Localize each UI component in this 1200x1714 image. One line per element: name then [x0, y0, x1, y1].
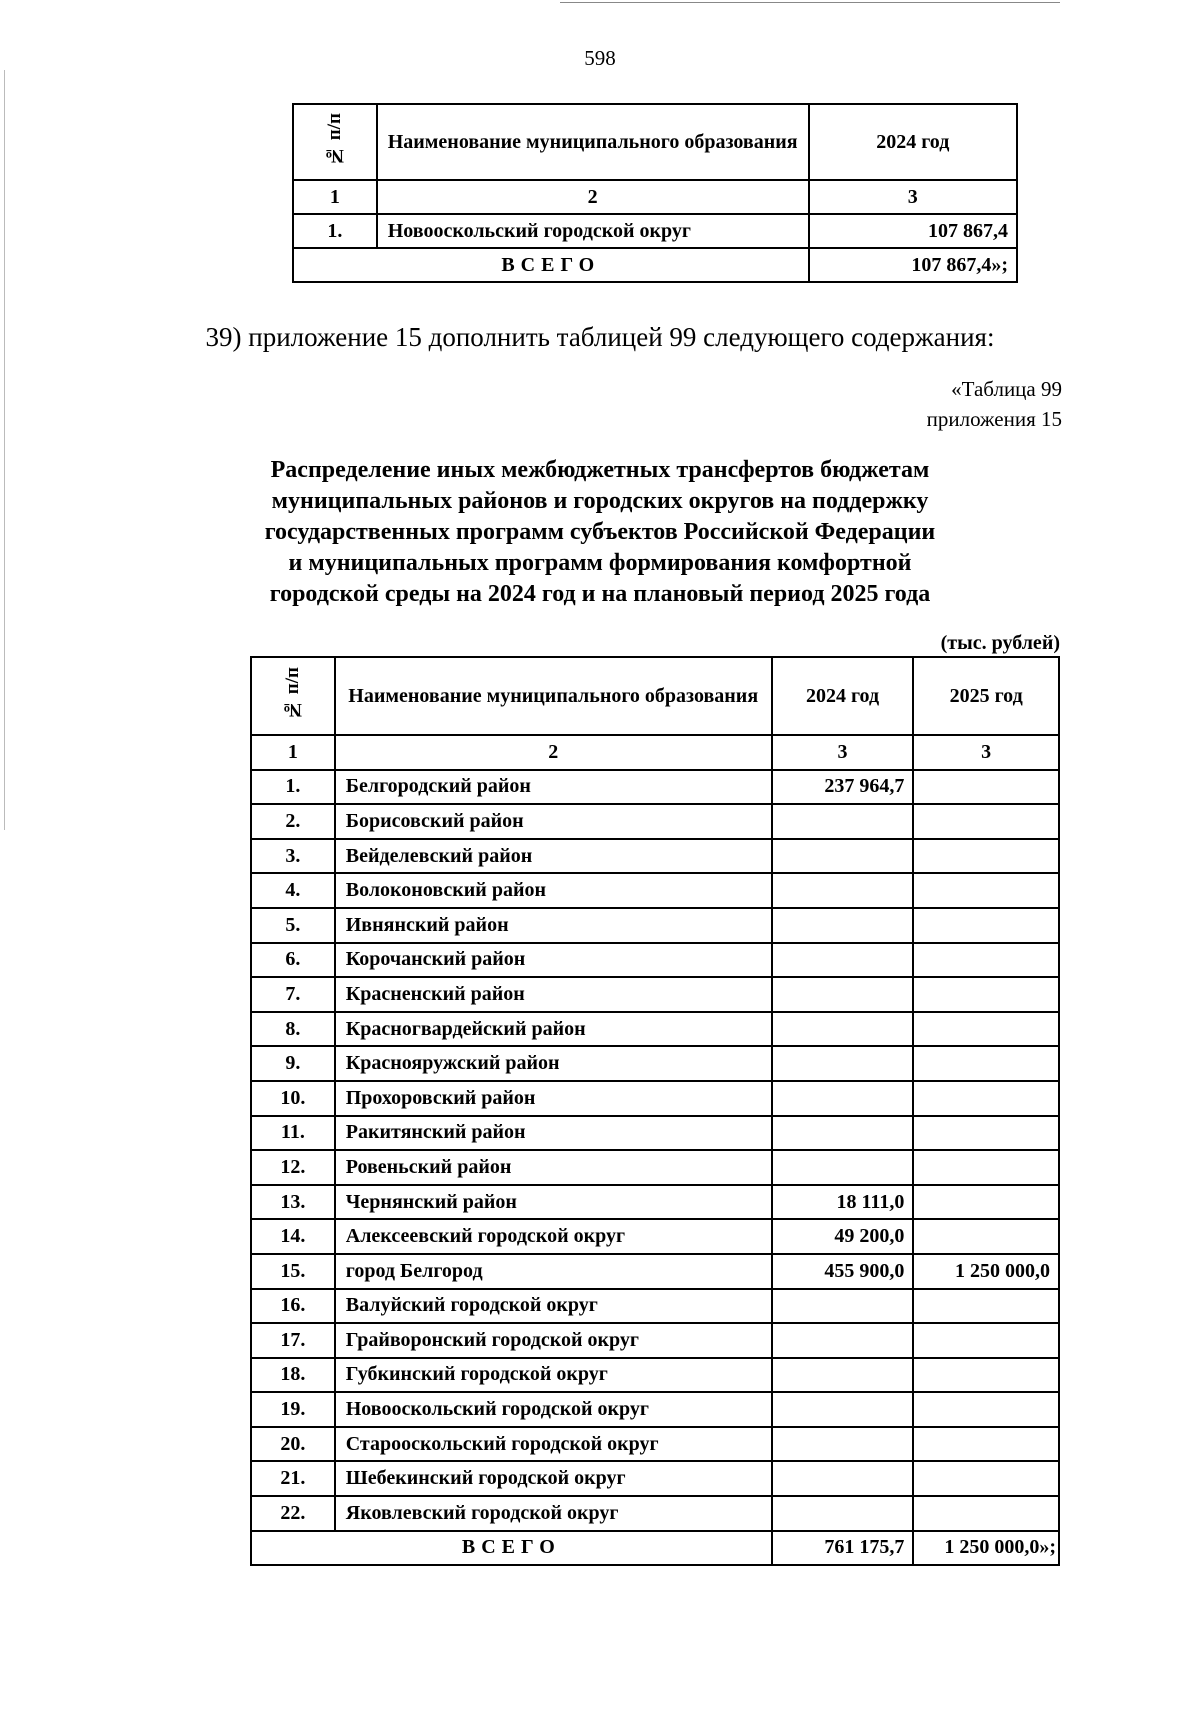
t2-row-2024	[772, 1012, 914, 1047]
t2-row-2024	[772, 1323, 914, 1358]
table-reference-line: приложения 15	[926, 407, 1062, 431]
table-row	[251, 804, 1059, 839]
t2-colnum: 3	[913, 735, 1059, 770]
table-row	[251, 908, 1059, 943]
t2-row-num: 14.	[251, 1219, 335, 1254]
t1-header-num: № п/п	[293, 104, 377, 180]
t2-row-name: Волоконовский район	[335, 873, 772, 908]
t2-row-num: 2.	[251, 804, 335, 839]
t2-row-name: Валуйский городской округ	[335, 1289, 772, 1324]
t2-total-2025: 1 250 000,0»;	[913, 1531, 1059, 1566]
t2-row-num: 18.	[251, 1358, 335, 1393]
scan-edge-left	[4, 70, 5, 830]
total-row	[251, 1531, 1059, 1566]
t2-row-num: 1.	[251, 770, 335, 805]
page-number: 598	[584, 46, 616, 70]
t2-row-name: Ровеньский район	[335, 1150, 772, 1185]
t2-row-num: 5.	[251, 908, 335, 943]
t2-row-name: Борисовский район	[335, 804, 772, 839]
table-2	[250, 656, 1060, 1566]
table-1	[292, 103, 1018, 283]
scan-edge-top	[560, 2, 1060, 3]
title-line: Распределение иных межбюджетных трансфертов бюджетам	[270, 457, 930, 483]
t2-row-num: 12.	[251, 1150, 335, 1185]
t2-row-num: 22.	[251, 1496, 335, 1531]
t1-header-2024: 2024 год	[809, 104, 1017, 180]
t2-row-2025	[913, 1081, 1059, 1116]
t2-row-2025	[913, 1461, 1059, 1496]
table-row	[251, 1046, 1059, 1081]
t2-row-2024	[772, 1046, 914, 1081]
t2-row-2025	[913, 873, 1059, 908]
t2-row-name: Яковлевский городской округ	[335, 1496, 772, 1531]
t1-header-name: Наименование муниципального образования	[377, 104, 809, 180]
table-row	[251, 770, 1059, 805]
t2-row-2024	[772, 1289, 914, 1324]
table-reference-line: «Таблица 99	[951, 377, 1062, 401]
t1-row-num: 1.	[293, 214, 377, 248]
intro-text: 39) приложение 15 дополнить таблицей 99 следующего содержания:	[205, 322, 995, 352]
table-row	[251, 1323, 1059, 1358]
t2-row-2025	[913, 1046, 1059, 1081]
t2-row-2025	[913, 1150, 1059, 1185]
t2-row-2025	[913, 1012, 1059, 1047]
t2-row-2024	[772, 1427, 914, 1462]
t2-row-2025	[913, 1496, 1059, 1531]
t2-row-name: город Белгород	[335, 1254, 772, 1289]
table-row	[251, 1219, 1059, 1254]
t2-row-2024	[772, 873, 914, 908]
table-row	[293, 214, 1017, 248]
t2-header-num: № п/п	[251, 657, 335, 735]
t2-row-2025	[913, 908, 1059, 943]
t2-row-name: Чернянский район	[335, 1185, 772, 1220]
t2-row-2025	[913, 1392, 1059, 1427]
t2-row-2024	[772, 977, 914, 1012]
t2-row-num: 19.	[251, 1392, 335, 1427]
t2-row-2024	[772, 1392, 914, 1427]
t2-row-num: 15.	[251, 1254, 335, 1289]
table-row	[251, 1392, 1059, 1427]
title-line: государственных программ субъектов Российской Федерации	[264, 519, 936, 545]
t2-row-2025	[913, 839, 1059, 874]
table-row	[251, 943, 1059, 978]
t2-row-num: 17.	[251, 1323, 335, 1358]
t2-header-2024: 2024 год	[772, 657, 914, 735]
t2-row-num: 3.	[251, 839, 335, 874]
t2-row-num: 16.	[251, 1289, 335, 1324]
t2-row-num: 13.	[251, 1185, 335, 1220]
table-row	[251, 1358, 1059, 1393]
t2-row-num: 21.	[251, 1461, 335, 1496]
t2-row-num: 6.	[251, 943, 335, 978]
t2-row-name: Старооскольский городской округ	[335, 1427, 772, 1462]
t2-row-2024	[772, 943, 914, 978]
t2-row-2024: 237 964,7	[772, 770, 914, 805]
t1-row-2024: 107 867,4	[809, 214, 1017, 248]
t2-row-2025	[913, 1219, 1059, 1254]
t2-row-2025	[913, 1289, 1059, 1324]
table-title	[0, 455, 1200, 610]
table-row	[251, 1185, 1059, 1220]
t2-header-2025: 2025 год	[913, 657, 1059, 735]
table-row	[251, 977, 1059, 1012]
t2-header-name: Наименование муниципального образования	[335, 657, 772, 735]
t2-colnum: 3	[772, 735, 914, 770]
t1-colnum: 3	[809, 180, 1017, 214]
t2-row-2025	[913, 977, 1059, 1012]
table-row	[251, 839, 1059, 874]
table-row	[251, 873, 1059, 908]
t2-row-name: Корочанский район	[335, 943, 772, 978]
t1-total-2024: 107 867,4»;	[809, 248, 1017, 282]
t2-row-num: 4.	[251, 873, 335, 908]
t2-row-2024	[772, 1461, 914, 1496]
t2-row-2024	[772, 1358, 914, 1393]
t2-row-name: Вейделевский район	[335, 839, 772, 874]
t2-row-2025	[913, 770, 1059, 805]
table-row	[251, 1496, 1059, 1531]
t2-colnum: 1	[251, 735, 335, 770]
table-row	[251, 1150, 1059, 1185]
t2-row-2025	[913, 1427, 1059, 1462]
title-line: городской среды на 2024 год и на плановый период 2025 года	[269, 581, 931, 607]
t2-row-2025	[913, 1323, 1059, 1358]
t1-colnum: 2	[377, 180, 809, 214]
t2-row-num: 11.	[251, 1116, 335, 1151]
t2-colnum: 2	[335, 735, 772, 770]
t2-row-name: Красногвардейский район	[335, 1012, 772, 1047]
t2-row-2024	[772, 1116, 914, 1151]
table-row	[251, 1012, 1059, 1047]
title-line: муниципальных районов и городских округов на поддержку	[271, 488, 929, 514]
t2-total-2024: 761 175,7	[772, 1531, 914, 1566]
t2-row-name: Ивнянский район	[335, 908, 772, 943]
t2-row-name: Алексеевский городской округ	[335, 1219, 772, 1254]
table-row	[251, 1289, 1059, 1324]
t2-row-name: Прохоровский район	[335, 1081, 772, 1116]
table-row	[251, 1427, 1059, 1462]
t2-row-2024	[772, 1081, 914, 1116]
t2-row-2025	[913, 1358, 1059, 1393]
t2-row-2025	[913, 1185, 1059, 1220]
table-row	[251, 1081, 1059, 1116]
t2-row-name: Краснояружский район	[335, 1046, 772, 1081]
t2-row-2025	[913, 804, 1059, 839]
total-row	[293, 248, 1017, 282]
table-row	[251, 1116, 1059, 1151]
t2-row-2024: 455 900,0	[772, 1254, 914, 1289]
t1-colnum: 1	[293, 180, 377, 214]
t2-row-2025	[913, 1116, 1059, 1151]
t2-row-name: Красненский район	[335, 977, 772, 1012]
t2-row-num: 8.	[251, 1012, 335, 1047]
t2-row-2025	[913, 943, 1059, 978]
t2-total-label: ВСЕГО	[251, 1531, 772, 1566]
table-reference	[927, 374, 1062, 434]
title-line: и муниципальных программ формирования комфортной	[288, 550, 912, 576]
t2-row-name: Ракитянский район	[335, 1116, 772, 1151]
t2-row-name: Белгородский район	[335, 770, 772, 805]
t1-total-label: ВСЕГО	[293, 248, 809, 282]
t1-row-name: Новооскольский городской округ	[377, 214, 809, 248]
t2-row-2024: 49 200,0	[772, 1219, 914, 1254]
t2-row-num: 20.	[251, 1427, 335, 1462]
t2-row-name: Шебекинский городской округ	[335, 1461, 772, 1496]
t2-row-2024	[772, 908, 914, 943]
t2-row-num: 9.	[251, 1046, 335, 1081]
t2-row-2024	[772, 1150, 914, 1185]
t2-body	[251, 770, 1059, 1531]
t2-row-2024: 18 111,0	[772, 1185, 914, 1220]
t2-row-name: Грайворонский городской округ	[335, 1323, 772, 1358]
table-row	[251, 1461, 1059, 1496]
t2-row-2024	[772, 839, 914, 874]
t2-row-2024	[772, 804, 914, 839]
t2-row-num: 10.	[251, 1081, 335, 1116]
t2-row-2024	[772, 1496, 914, 1531]
units-label: (тыс. рублей)	[940, 632, 1060, 654]
t2-row-num: 7.	[251, 977, 335, 1012]
table-row	[251, 1254, 1059, 1289]
t2-row-2025: 1 250 000,0	[913, 1254, 1059, 1289]
t2-row-name: Губкинский городской округ	[335, 1358, 772, 1393]
t2-row-name: Новооскольский городской округ	[335, 1392, 772, 1427]
